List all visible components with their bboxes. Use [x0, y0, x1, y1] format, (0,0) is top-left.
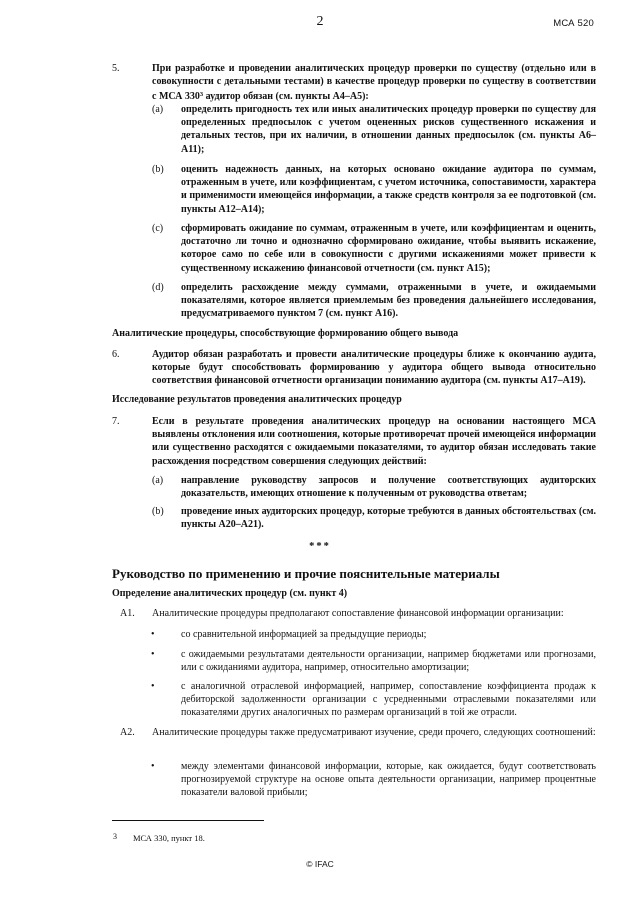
item-label: (b) — [152, 506, 164, 517]
paragraph-6-text: Аудитор обязан разработать и провести аналитические процедуры ближе к окончанию аудита, которые будут способствовать формированию у аудитора общего вывода относительно соответствия финансовой отчетности организации пониманию аудитора (см. пункты А17–А19). — [152, 349, 596, 387]
paragraph-a2-text: Аналитические процедуры также предусматривают изучение, среди прочего, следующих соотношений: — [152, 727, 596, 738]
footnote-ref: 3 — [199, 91, 204, 99]
paragraph-7-text: Если в результате проведения аналитических процедур на основании настоящего МСА выявлены отклонения или соотношения, которые противоречат прочей имеющейся информации или существенно расходятся с ожидаемыми показателями, то аудитор обязан исследовать такие расхождения посредством совершения следующих действий: — [152, 416, 596, 467]
paragraph-7-item-a: направление руководству запросов и получение соответствующих аудиторских доказательств, имеющих отношение к полученным от руководства ответам; — [181, 475, 596, 500]
section-heading: Аналитические процедуры, способствующие формированию общего вывода — [112, 328, 459, 339]
paragraph-5-item-c: сформировать ожидание по суммам, отраженным в учете, или коэффициентам и оценить, достаточно ли точно и однозначно сформировано ожидание, чтобы выявить искажение, которое само по себе или в совокупности с другими искажениями может привести к существенному искажению финансовой отчетности (см. пункт А15); — [181, 223, 596, 274]
paragraph-number: 5. — [112, 63, 120, 74]
paragraph-number: А2. — [120, 727, 135, 738]
paragraph-a1-text: Аналитические процедуры предполагают сопоставление финансовой информации организации: — [152, 608, 564, 619]
a2-bullet-1: между элементами финансовой информации, которые, как ожидается, будут соответствовать прогнозируемой структуре на основе опыта деятельности организации, например процентные показатели валовой прибыли; — [181, 761, 596, 799]
item-label: (c) — [152, 223, 164, 234]
paragraph-number: 6. — [112, 349, 120, 360]
footnote-number: 3 — [113, 832, 117, 841]
bullet-icon: • — [151, 681, 155, 692]
item-label: (d) — [152, 282, 164, 293]
page-number: 2 — [316, 14, 324, 29]
paragraph-5-item-a: определить пригодность тех или иных аналитических процедур проверки по существу для определенных предпосылок с учетом оцененных рисков существенного искажения и детальных тестов, при их наличии, в отношении данных предпосылок (см. пункты А6–А11); — [181, 104, 596, 155]
a1-bullet-3: с аналогичной отраслевой информацией, например, сопоставление коэффициента продаж к дебиторской задолженности организации с усредненными отраслевыми показателями или показателями других аналогичных по размерам организаций в той же отрасли. — [181, 681, 596, 719]
paragraph-5-text: При разработке и проведении аналитических процедур проверки по существу (отдельно или в совокупности с детальными тестами) в качестве процедур проверки по существу в соответствии с МСА $330^3$ аудитор обязан (см. пункты А4–А5): — [152, 63, 596, 103]
section-title: Руководство по применению и прочие пояснительные материалы — [112, 566, 500, 581]
paragraph-7-item-b: проведение иных аудиторских процедур, которые требуются в данных обстоятельствах (см. пункты А20–А21). — [181, 506, 597, 531]
bullet-icon: • — [151, 649, 155, 660]
paragraph-number: А1. — [120, 608, 135, 619]
bullet-icon: • — [151, 761, 155, 772]
paragraph-5-item-b: оценить надежность данных, на которых основано ожидание аудитора по суммам, отраженным в учете, или коэффициентам, с учетом источника, сопоставимости, характера и применимости имеющейся информации, а также средств контроля за ее подготовкой (см. пункты А12–А14); — [181, 164, 596, 215]
copyright-footer: © IFAC — [306, 859, 334, 869]
section-separator: *** — [309, 541, 331, 552]
item-label: (a) — [152, 104, 164, 115]
paragraph-5-item-d: определить расхождение между суммами, отраженными в учете, и ожидаемыми показателями, которое является приемлемым без проведения дальнейшего исследования, предусматриваемого пунктом 7 (см. пункт А16). — [181, 282, 596, 320]
a1-bullet-1: со сравнительной информацией за предыдущие периоды; — [181, 629, 427, 640]
bullet-icon: • — [151, 629, 155, 640]
footnote-divider — [112, 820, 264, 821]
footnote-text: МСА 330, пункт 18. — [133, 833, 205, 843]
section-heading: Исследование результатов проведения аналитических процедур — [112, 394, 402, 405]
item-label: (a) — [152, 475, 164, 486]
paragraph-number: 7. — [112, 416, 120, 427]
a1-bullet-2: с ожидаемыми результатами деятельности организации, например бюджетами или прогнозами, или с ожиданиями аудитора, например, относительно амортизации; — [181, 649, 596, 674]
item-label: (b) — [152, 164, 164, 175]
document-code: МСА 520 — [553, 18, 594, 29]
subsection-heading: Определение аналитических процедур (см. пункт 4) — [112, 588, 348, 599]
